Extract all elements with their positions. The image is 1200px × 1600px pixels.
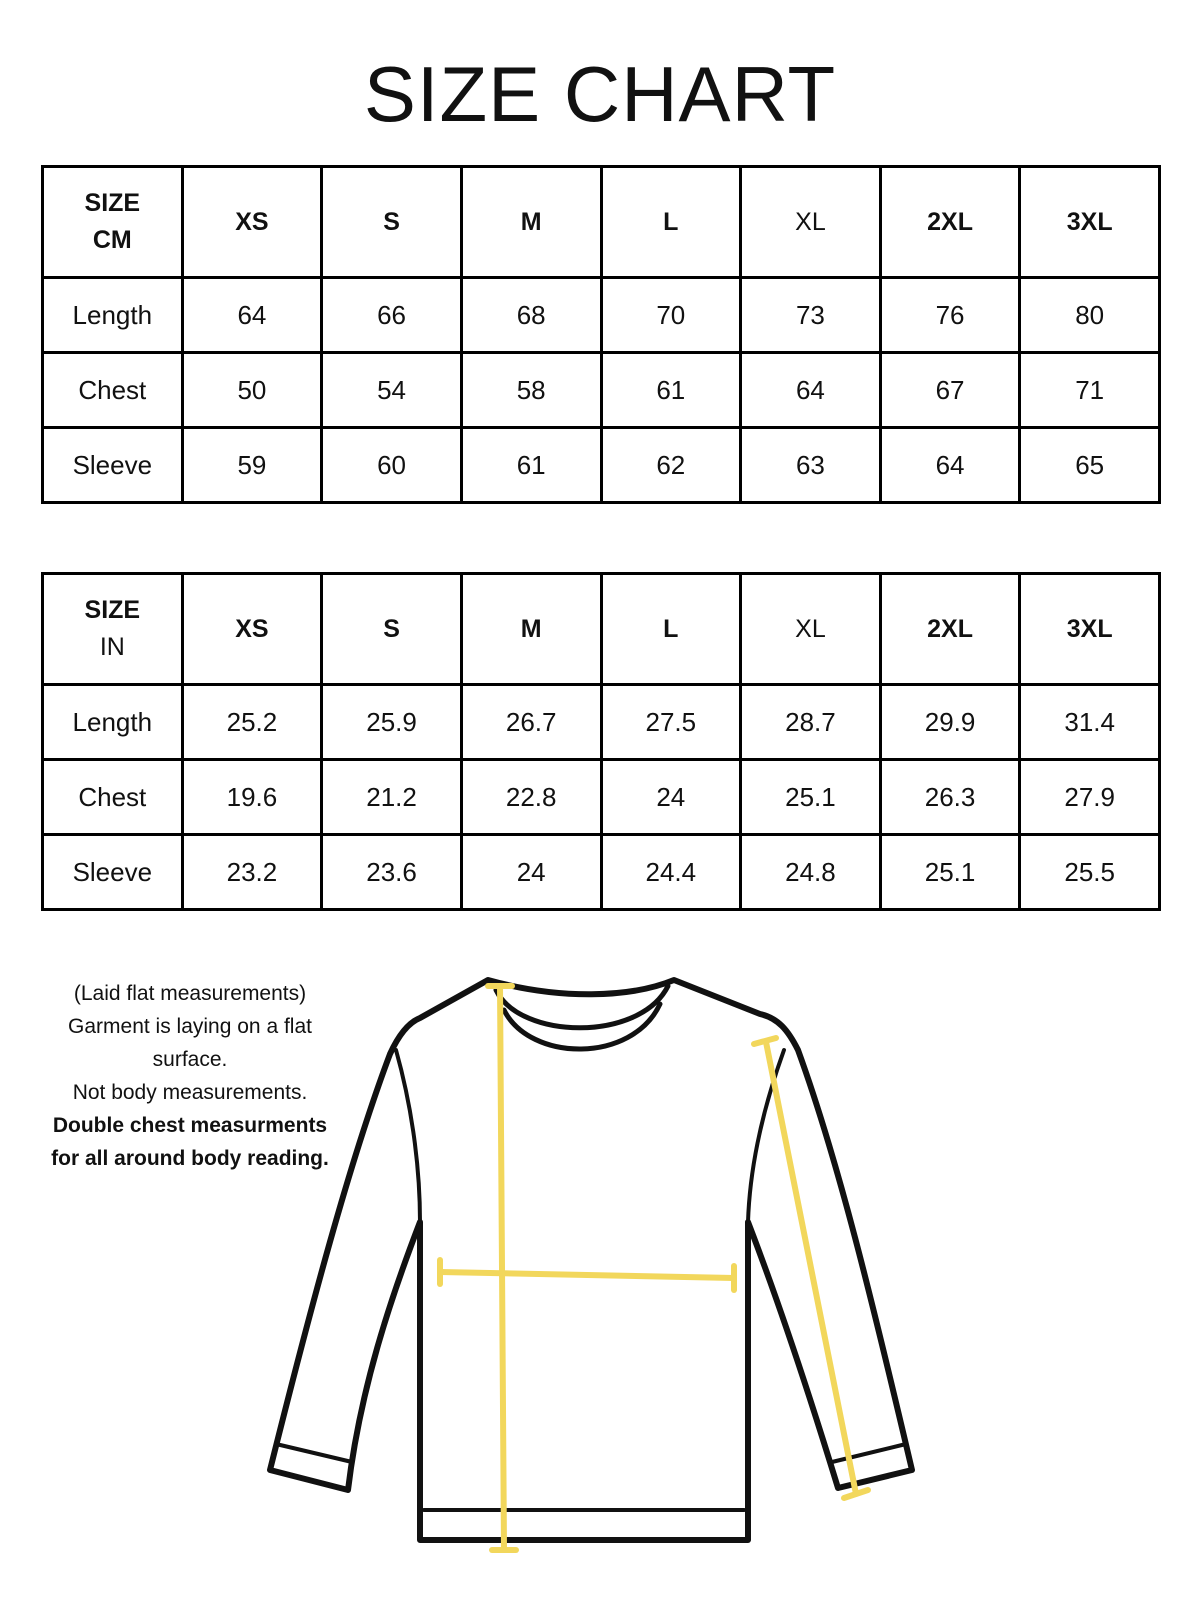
size-header-2xl: 2XL	[880, 574, 1020, 685]
table-cell: 54	[322, 353, 462, 428]
table-cell: 23.6	[322, 835, 462, 910]
size-header-2xl: 2XL	[880, 167, 1020, 278]
size-header-l: L	[601, 574, 741, 685]
size-header-m: M	[461, 574, 601, 685]
size-header-xs: XS	[182, 574, 322, 685]
page-title: SIZE CHART	[363, 50, 837, 138]
table-cell: 76	[880, 278, 1020, 353]
table-row	[43, 835, 1160, 910]
table-cell: 27.9	[1020, 760, 1160, 835]
size-label: SIZE	[84, 596, 141, 624]
table-cell: 50	[182, 353, 322, 428]
table-cell: 19.6	[182, 760, 322, 835]
table-cell: 25.5	[1020, 835, 1160, 910]
table-cell: 61	[601, 353, 741, 428]
table-cell: 25.1	[880, 835, 1020, 910]
row-label: Length	[43, 685, 183, 760]
row-label: Sleeve	[43, 428, 183, 503]
table-cell: 25.9	[322, 685, 462, 760]
size-header-xs: XS	[182, 167, 322, 278]
size-header-xl: XL	[741, 167, 881, 278]
size-table-cm	[41, 165, 1161, 504]
table-row	[43, 278, 1160, 353]
chest-measure-line	[440, 1272, 734, 1278]
note-laid-flat: (Laid flat measurements)	[73, 982, 307, 1005]
unit-label: CM	[92, 226, 132, 254]
table-cell: 24	[601, 760, 741, 835]
table-cell: 68	[461, 278, 601, 353]
table-cell: 65	[1020, 428, 1160, 503]
row-label: Length	[43, 278, 183, 353]
table-cell: 64	[880, 428, 1020, 503]
size-table-in	[41, 572, 1161, 911]
table-cell: 24	[461, 835, 601, 910]
table-cell: 70	[601, 278, 741, 353]
note-double-chest: Double chest measurments for all around body reading.	[51, 1114, 329, 1170]
table-cell: 62	[601, 428, 741, 503]
sleeve-measure-cap-top	[754, 1038, 776, 1044]
table-cell: 24.8	[741, 835, 881, 910]
size-header-xl: XL	[741, 574, 881, 685]
table-cell: 26.7	[461, 685, 601, 760]
table-cell: 63	[741, 428, 881, 503]
table-cell: 73	[741, 278, 881, 353]
note-not-body: Not body measurements.	[72, 1081, 308, 1104]
size-header-3xl: 3XL	[1020, 574, 1160, 685]
table-cell: 59	[182, 428, 322, 503]
table-cell: 25.1	[741, 760, 881, 835]
unit-label: IN	[99, 633, 125, 661]
table-row	[43, 760, 1160, 835]
table-cell: 60	[322, 428, 462, 503]
table-cell: 22.8	[461, 760, 601, 835]
table-cell: 29.9	[880, 685, 1020, 760]
size-header-m: M	[461, 167, 601, 278]
table-header-row	[43, 574, 1160, 685]
table-row	[43, 428, 1160, 503]
table-cell: 27.5	[601, 685, 741, 760]
size-header-3xl: 3XL	[1020, 167, 1160, 278]
row-label: Chest	[43, 353, 183, 428]
row-label: Sleeve	[43, 835, 183, 910]
long-sleeve-shirt-icon	[260, 970, 940, 1580]
size-unit-header	[43, 574, 183, 685]
table-cell: 61	[461, 428, 601, 503]
table-cell: 26.3	[880, 760, 1020, 835]
sleeve-measure-line	[766, 1042, 856, 1494]
table-cell: 25.2	[182, 685, 322, 760]
shirt-left-armhole	[396, 1050, 420, 1222]
table-cell: 64	[182, 278, 322, 353]
note-flat-surface: Garment is laying on a flat surface.	[68, 1015, 312, 1071]
table-cell: 28.7	[741, 685, 881, 760]
shirt-right-armhole	[748, 1050, 784, 1222]
shirt-right-cuff	[832, 1444, 906, 1462]
size-unit-header	[43, 167, 183, 278]
size-header-s: S	[322, 167, 462, 278]
table-cell: 67	[880, 353, 1020, 428]
table-cell: 71	[1020, 353, 1160, 428]
sleeve-measure-cap-bottom	[844, 1490, 868, 1498]
table-cell: 24.4	[601, 835, 741, 910]
table-cell: 21.2	[322, 760, 462, 835]
table-cell: 58	[461, 353, 601, 428]
table-row	[43, 685, 1160, 760]
size-label: SIZE	[84, 189, 141, 217]
table-header-row	[43, 167, 1160, 278]
table-cell: 23.2	[182, 835, 322, 910]
length-measure-line	[500, 986, 504, 1550]
table-cell: 64	[741, 353, 881, 428]
table-row	[43, 353, 1160, 428]
shirt-outline	[270, 980, 912, 1540]
table-cell: 80	[1020, 278, 1160, 353]
table-cell: 66	[322, 278, 462, 353]
table-cell: 31.4	[1020, 685, 1160, 760]
size-header-l: L	[601, 167, 741, 278]
size-header-s: S	[322, 574, 462, 685]
shirt-left-cuff	[276, 1444, 352, 1462]
row-label: Chest	[43, 760, 183, 835]
